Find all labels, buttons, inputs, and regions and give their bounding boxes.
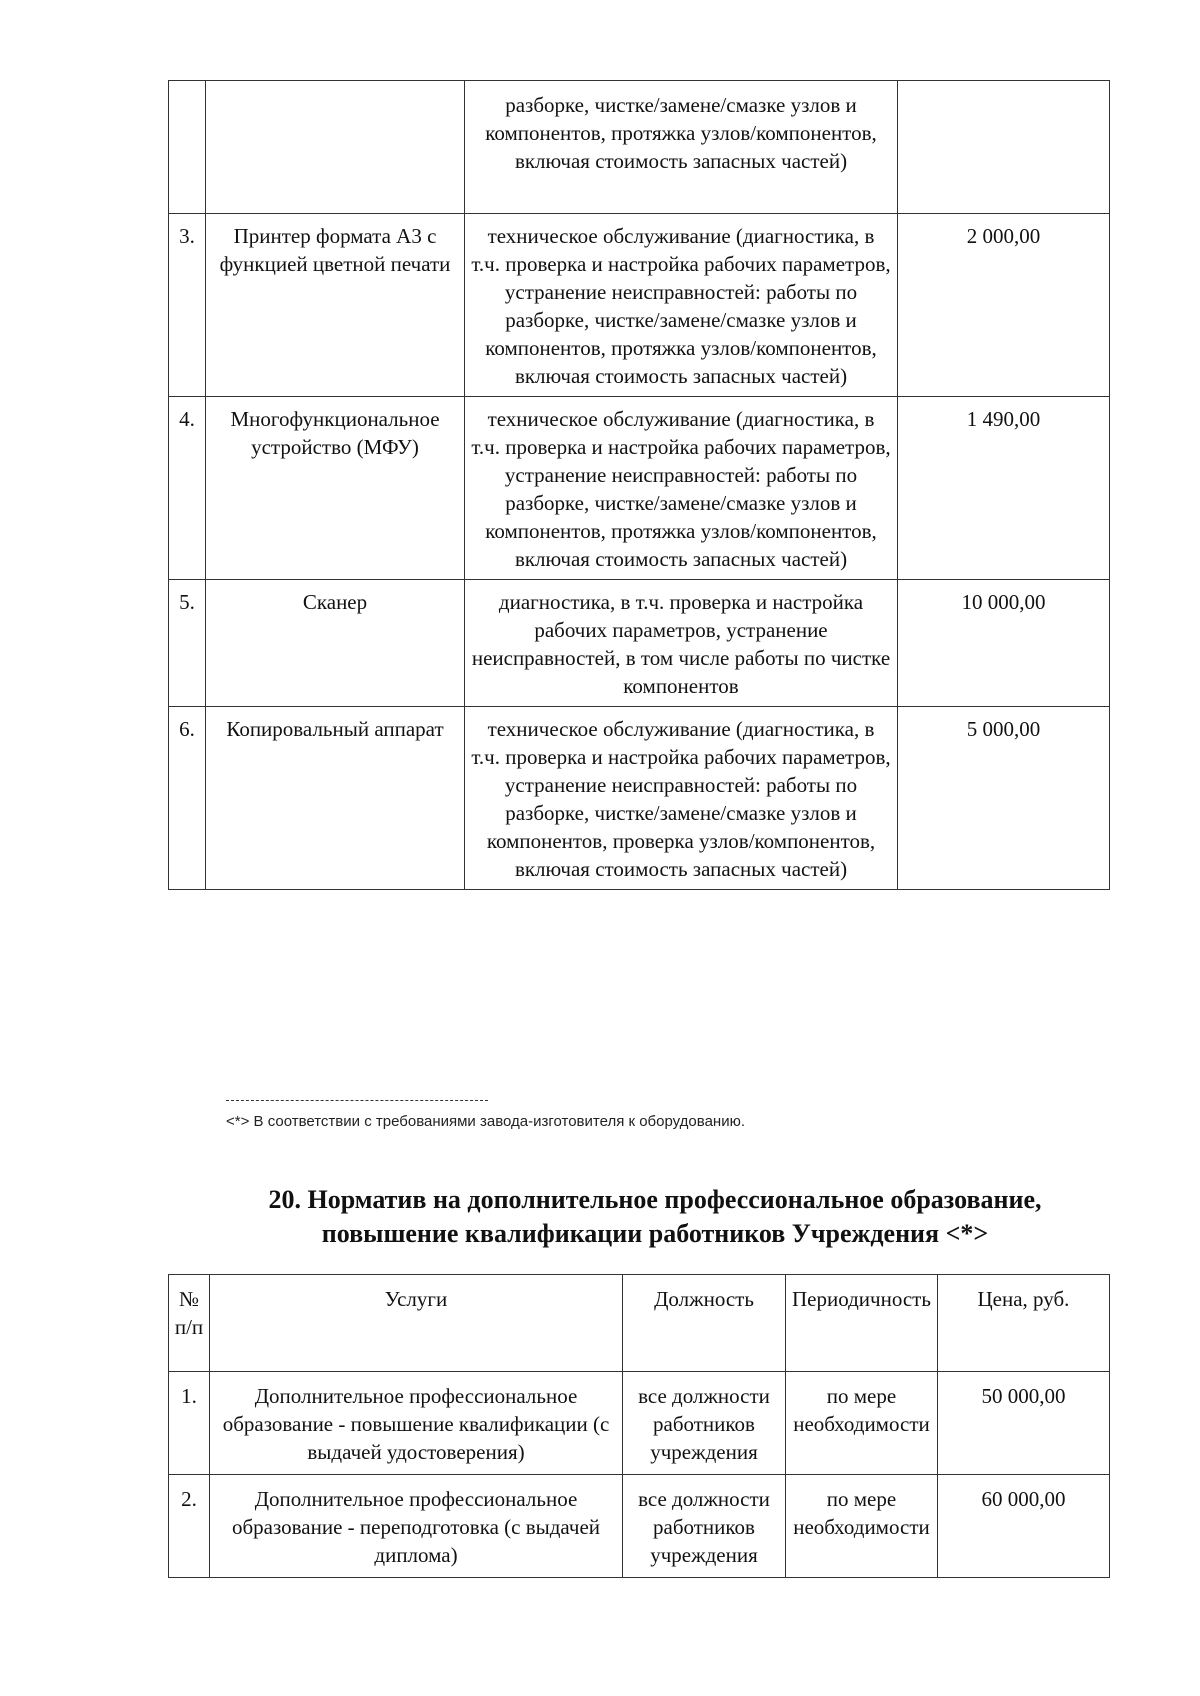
price: 5 000,00 xyxy=(898,707,1110,890)
table-row xyxy=(169,1372,1110,1475)
table-row xyxy=(169,580,1110,707)
table-row xyxy=(169,81,1110,214)
price: 50 000,00 xyxy=(937,1372,1109,1475)
footnote-separator xyxy=(226,1100,488,1101)
row-number: 2. xyxy=(169,1475,210,1578)
service-description: техническое обслуживание (диагностика, в т.ч. проверка и настройка рабочих параметров, устранение неисправностей: работы по разборке, чистке/замене/смазке узлов и компонентов, протяжка узлов/компонентов, включая стоимость запасных частей) xyxy=(465,214,898,397)
service-description: разборке, чистке/замене/смазке узлов и компонентов, протяжка узлов/компонентов, включая стоимость запасных частей) xyxy=(465,81,898,214)
professional-education-table xyxy=(168,1274,1110,1578)
header-number: № п/п xyxy=(169,1275,210,1372)
equipment-name: Копировальный аппарат xyxy=(206,707,465,890)
price: 60 000,00 xyxy=(937,1475,1109,1578)
service-description: техническое обслуживание (диагностика, в т.ч. проверка и настройка рабочих параметров, устранение неисправностей: работы по разборке, чистке/замене/смазке узлов и компонентов, протяжка узлов/компонентов, включая стоимость запасных частей) xyxy=(465,397,898,580)
row-number: 1. xyxy=(169,1372,210,1475)
row-number: 4. xyxy=(169,397,206,580)
equipment-name: Сканер xyxy=(206,580,465,707)
row-number: 3. xyxy=(169,214,206,397)
position: все должности работников учреждения xyxy=(623,1475,786,1578)
row-number: 6. xyxy=(169,707,206,890)
periodicity: по мере необходимости xyxy=(786,1372,938,1475)
price xyxy=(898,81,1110,214)
table-header-row xyxy=(169,1275,1110,1372)
position: все должности работников учреждения xyxy=(623,1372,786,1475)
footnote: <*> В соответствии с требованиями завода-изготовителя к оборудованию. xyxy=(226,1113,745,1130)
price: 10 000,00 xyxy=(898,580,1110,707)
section-title-line-2: повышение квалификации работников Учреждения <*> xyxy=(321,1219,989,1248)
table-row xyxy=(169,214,1110,397)
table-row xyxy=(169,707,1110,890)
table-row xyxy=(169,397,1110,580)
service-description: диагностика, в т.ч. проверка и настройка рабочих параметров, устранение неисправностей, в том числе работы по чистке компонентов xyxy=(465,580,898,707)
service-name: Дополнительное профессиональное образование - повышение квалификации (с выдачей удостоверения) xyxy=(210,1372,623,1475)
row-number: 5. xyxy=(169,580,206,707)
section-title xyxy=(200,1183,1110,1251)
service-name: Дополнительное профессиональное образование - переподготовка (с выдачей диплома) xyxy=(210,1475,623,1578)
row-number xyxy=(169,81,206,214)
price: 2 000,00 xyxy=(898,214,1110,397)
header-price: Цена, руб. xyxy=(937,1275,1109,1372)
header-services: Услуги xyxy=(210,1275,623,1372)
equipment-name: Многофункциональное устройство (МФУ) xyxy=(206,397,465,580)
service-description: техническое обслуживание (диагностика, в т.ч. проверка и настройка рабочих параметров, устранение неисправностей: работы по разборке, чистке/замене/смазке узлов и компонентов, проверка узлов/компонентов, включая стоимость запасных частей) xyxy=(465,707,898,890)
price: 1 490,00 xyxy=(898,397,1110,580)
periodicity: по мере необходимости xyxy=(786,1475,938,1578)
table-row xyxy=(169,1475,1110,1578)
equipment-name: Принтер формата А3 с функцией цветной печати xyxy=(206,214,465,397)
header-position: Должность xyxy=(623,1275,786,1372)
section-title-line-1: 20. Норматив на дополнительное профессиональное образование, xyxy=(268,1185,1042,1214)
equipment-name xyxy=(206,81,465,214)
equipment-maintenance-table xyxy=(168,80,1110,890)
header-periodicity: Периодичность xyxy=(786,1275,938,1372)
